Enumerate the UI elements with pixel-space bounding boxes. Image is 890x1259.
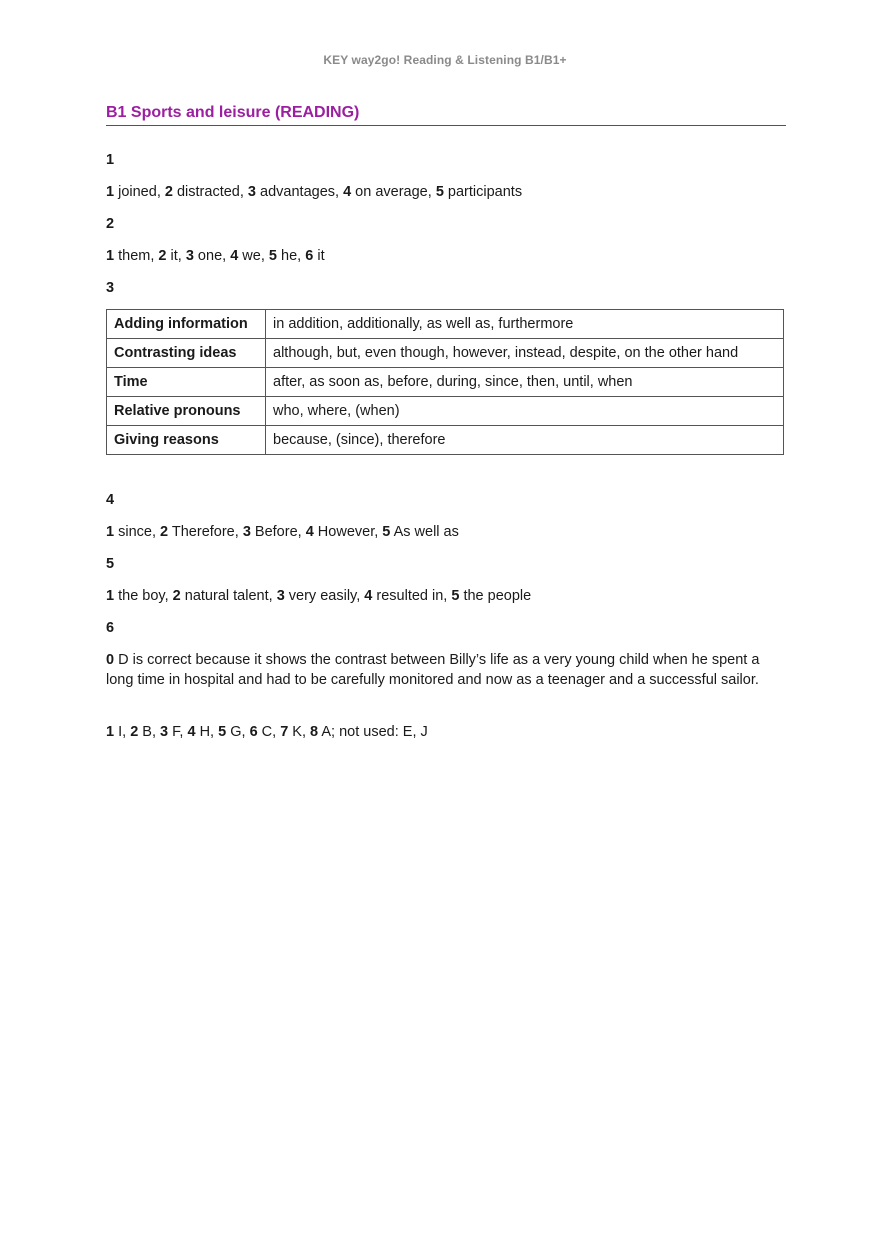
answer-text: However: [313, 524, 375, 540]
answer-text: distracted: [172, 184, 240, 200]
answer-number: 1: [106, 524, 115, 540]
answer-number: 3: [276, 588, 285, 604]
table-cell-words: because, (since), therefore: [266, 426, 784, 455]
answer-item: [160, 724, 179, 740]
answer-item: [160, 524, 235, 540]
answer-number: 1: [106, 248, 115, 264]
answer-text: very easily: [284, 588, 357, 604]
answer-item: [343, 184, 428, 200]
question-1-answers: 1 joined, 2 distracted, 3 advantages, 4 on average, 5 participants: [106, 184, 523, 200]
answer-text: I: [114, 724, 123, 740]
answer-text: them: [114, 248, 151, 264]
answer-item: [248, 184, 335, 200]
question-6-heading: 6: [106, 620, 115, 636]
connectors-table: [106, 309, 784, 455]
answer-number: 3: [242, 524, 251, 540]
answer-number: 5: [268, 248, 277, 264]
table-cell-words: who, where, (when): [266, 397, 784, 426]
question-5-heading: 5: [106, 556, 115, 572]
question-5-answers: 1 the boy, 2 natural talent, 3 very easily, 4 resulted in, 5 the people: [106, 588, 532, 604]
section-title: B1 Sports and leisure (READING): [106, 104, 786, 126]
answer-number: 3: [247, 184, 256, 200]
table-cell-category: Giving reasons: [107, 426, 266, 455]
answer-number: 2: [160, 524, 169, 540]
table-cell-category: Relative pronouns: [107, 397, 266, 426]
answer-item: [106, 724, 122, 740]
question-2-heading: 2: [106, 216, 115, 232]
answer-text: it: [166, 248, 178, 264]
answer-text: he: [277, 248, 298, 264]
answer-item: [277, 588, 357, 604]
answer-text: the people: [459, 588, 532, 604]
question-2-answers: 1 them, 2 it, 3 one, 4 we, 5 he, 6 it: [106, 248, 325, 264]
example-text: D is correct because it shows the contrast between Billy’s life as a very young child when he spent a long time in hospital and had to be carefully monitored and now as a teenager and a successful sailor.: [106, 652, 760, 688]
table-cell-words: although, but, even though, however, instead, despite, on the other hand: [266, 339, 784, 368]
table-cell-category: Adding information: [107, 310, 266, 339]
answer-text: on average: [351, 184, 428, 200]
answer-text: participants: [443, 184, 523, 200]
answer-item: [451, 588, 531, 604]
answer-number: 1: [106, 184, 115, 200]
table-row: [107, 310, 784, 339]
answer-number: 8: [310, 724, 319, 740]
answer-number: 1: [106, 588, 115, 604]
question-6-answer-list: 1 I, 2 B, 3 F, 4 H, 5 G, 6 C, 7 K, 8 A: [106, 724, 332, 740]
answer-item: [280, 724, 302, 740]
answer-item: [106, 588, 165, 604]
answer-item: [436, 184, 522, 200]
answer-item: [130, 724, 152, 740]
question-4-answers: 1 since, 2 Therefore, 3 Before, 4 However, 5 As well as: [106, 524, 459, 540]
answer-number: 6: [305, 248, 314, 264]
answer-number: 2: [164, 184, 173, 200]
table-row: [107, 397, 784, 426]
answer-text: As well as: [390, 524, 459, 540]
answer-text: resulted in: [372, 588, 444, 604]
answer-number: 5: [435, 184, 444, 200]
answer-text: F: [168, 724, 180, 740]
answer-text: G: [226, 724, 242, 740]
question-4-heading: 4: [106, 492, 115, 508]
answer-text: since: [114, 524, 152, 540]
answer-item: [158, 248, 177, 264]
answer-text: K: [288, 724, 302, 740]
answer-item: [306, 524, 375, 540]
answer-number: 1: [106, 724, 115, 740]
answer-item: [305, 248, 324, 264]
answer-number: 3: [160, 724, 169, 740]
table-cell-words: after, as soon as, before, during, since, then, until, when: [266, 368, 784, 397]
answer-text: B: [138, 724, 152, 740]
table-cell-category: Contrasting ideas: [107, 339, 266, 368]
answer-number: 2: [158, 248, 167, 264]
answer-number: 4: [364, 588, 373, 604]
answer-item: [106, 184, 157, 200]
answer-number: 3: [185, 248, 194, 264]
answer-number: 2: [172, 588, 181, 604]
question-3-heading: 3: [106, 280, 115, 296]
answer-text: joined: [114, 184, 157, 200]
answer-item: [243, 524, 298, 540]
answer-item: [186, 248, 222, 264]
answer-item: [106, 524, 152, 540]
table-row: [107, 426, 784, 455]
answer-item: [173, 588, 269, 604]
question-6-answers: [106, 722, 786, 742]
example-number: 0: [106, 652, 115, 668]
answer-item: [165, 184, 240, 200]
running-header: KEY way2go! Reading & Listening B1/B1+: [323, 53, 567, 67]
answer-item: [269, 248, 297, 264]
table-cell-words: in addition, additionally, as well as, furthermore: [266, 310, 784, 339]
answer-number: 4: [305, 524, 314, 540]
not-used-note: ; not used: E, J: [331, 724, 428, 740]
answer-item: [382, 524, 459, 540]
answer-item: [106, 248, 150, 264]
answer-text: one: [193, 248, 223, 264]
answer-text: Before: [250, 524, 298, 540]
table-cell-category: Time: [107, 368, 266, 397]
answer-number: 4: [343, 184, 352, 200]
answer-text: H: [195, 724, 211, 740]
answer-number: 4: [230, 248, 239, 264]
answer-number: 4: [187, 724, 196, 740]
answer-text: C: [257, 724, 273, 740]
answer-text: A: [318, 724, 332, 740]
answer-number: 7: [280, 724, 289, 740]
answer-text: natural talent: [180, 588, 269, 604]
answer-text: the boy: [114, 588, 165, 604]
answer-number: 2: [130, 724, 139, 740]
answer-item: [364, 588, 443, 604]
answer-number: 5: [218, 724, 227, 740]
answer-text: it: [313, 248, 325, 264]
answer-text: we: [238, 248, 261, 264]
answer-item: [310, 724, 331, 740]
table-row: [107, 339, 784, 368]
answer-number: 5: [451, 588, 460, 604]
answer-text: advantages: [256, 184, 336, 200]
table-row: [107, 368, 784, 397]
answer-number: 5: [382, 524, 391, 540]
answer-item: [218, 724, 241, 740]
answer-item: [230, 248, 261, 264]
answer-number: 6: [249, 724, 258, 740]
answer-item: [250, 724, 273, 740]
question-6-example: [106, 650, 788, 690]
answer-text: Therefore: [168, 524, 235, 540]
answer-item: [187, 724, 210, 740]
question-1-heading: 1: [106, 152, 115, 168]
